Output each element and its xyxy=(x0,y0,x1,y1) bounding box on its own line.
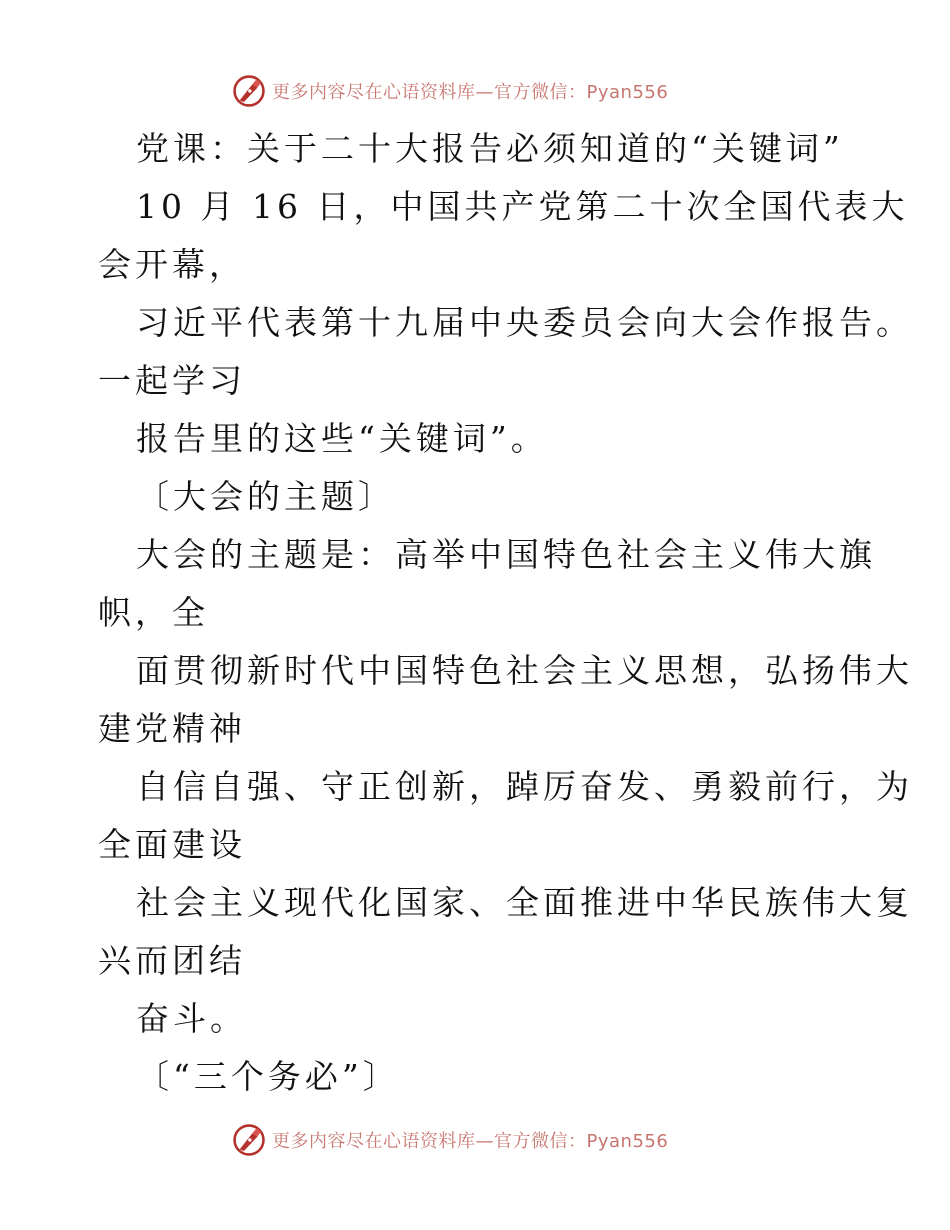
paragraph-line: 建党精神 xyxy=(98,709,246,748)
section-heading: 〔“三个务必”〕 xyxy=(136,1057,400,1096)
paragraph-line: 大会的主题是：高举中国特色社会主义伟大旗 xyxy=(136,535,876,574)
header-watermark xyxy=(232,71,668,111)
paragraph-line: 会开幕， xyxy=(98,245,246,284)
watermark-text: 更多内容尽在心语资料库—官方微信：Pyan556 xyxy=(272,82,669,103)
paragraph-line: 习近平代表第十九届中央委员会向大会作报告。 xyxy=(136,303,913,342)
paragraph-line: 10 月 16 日，中国共产党第二十次全国代表大 xyxy=(136,187,909,226)
paragraph-line: 全面建设 xyxy=(98,825,246,864)
paragraph-line: 奋斗。 xyxy=(136,999,247,1038)
document-body xyxy=(98,120,913,1106)
paragraph-line: 社会主义现代化国家、全面推进中华民族伟大复 xyxy=(136,883,913,922)
paragraph-line: 报告里的这些“关键词”。 xyxy=(136,419,548,458)
footer-watermark xyxy=(232,1120,668,1160)
section-heading: 〔大会的主题〕 xyxy=(136,477,395,516)
paragraph-line: 兴而团结 xyxy=(98,941,246,980)
paragraph-line: 自信自强、守正创新，踔厉奋发、勇毅前行，为 xyxy=(136,767,913,806)
watermark-text: 更多内容尽在心语资料库—官方微信：Pyan556 xyxy=(272,1131,669,1152)
document-title: 党课：关于二十大报告必须知道的“关键词” xyxy=(136,129,844,168)
pen-nib-logo-icon xyxy=(232,74,266,108)
paragraph-line: 面贯彻新时代中国特色社会主义思想，弘扬伟大 xyxy=(136,651,913,690)
paragraph-line: 帜，全 xyxy=(98,593,209,632)
pen-nib-logo-icon xyxy=(232,1123,266,1157)
paragraph-line: 一起学习 xyxy=(98,361,246,400)
